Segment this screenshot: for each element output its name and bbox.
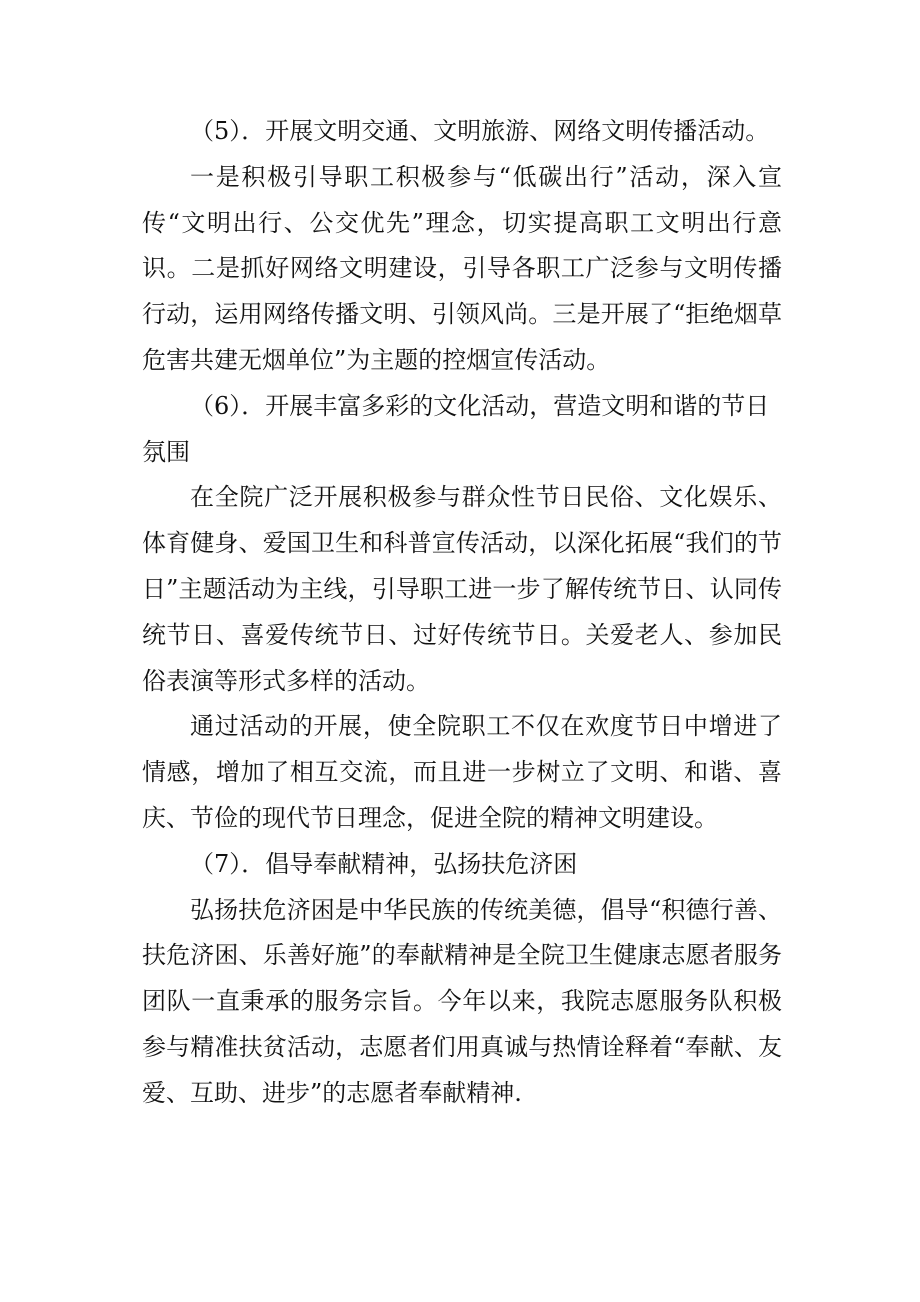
section-heading-5: （5）．开展文明交通、文明旅游、网络文明传播活动。 — [190, 117, 770, 145]
paragraph: 通过活动的开展，使全院职工不仅在欢度节日中增进了情感，增加了相互交流，而且进一步树立了文明、和谐、喜庆、节俭的现代节日理念，促进全院的精神文明建设。 — [142, 712, 782, 832]
paragraph: 一是积极引导职工积极参与“低碳出行”活动，深入宣传“文明出行、公交优先”理念，切实提高职工文明出行意识。二是抓好网络文明建设，引导各职工广泛参与文明传播行动，运用网络传播文明、引领风尚。三是开展了“拒绝烟草危害共建无烟单位”为主题的控烟宣传活动。 — [142, 162, 782, 374]
document-page — [142, 109, 782, 1117]
paragraph: 在全院广泛开展积极参与群众性节日民俗、文化娱乐、体育健身、爱国卫生和科普宣传活动，以深化拓展“我们的节日”主题活动为主线，引导职工进一步了解传统节日、认同传统节日、喜爱传统节日、过好传统节日。关爱老人、参加民俗表演等形式多样的活动。 — [142, 483, 782, 695]
section-heading-6: （6）．开展丰富多彩的文化活动，营造文明和谐的节日氛围 — [142, 391, 770, 466]
paragraph: 弘扬扶危济困是中华民族的传统美德，倡导“积德行善、扶危济困、乐善好施”的奉献精神是全院卫生健康志愿者服务团队一直秉承的服务宗旨。今年以来，我院志愿服务队积极参与精准扶贫活动，志愿者们用真诚与热情诠释着“奉献、友爱、互助、进步”的志愿者奉献精神. — [142, 895, 782, 1107]
section-heading-7: （7）．倡导奉献精神，弘扬扶危济困 — [190, 849, 578, 878]
